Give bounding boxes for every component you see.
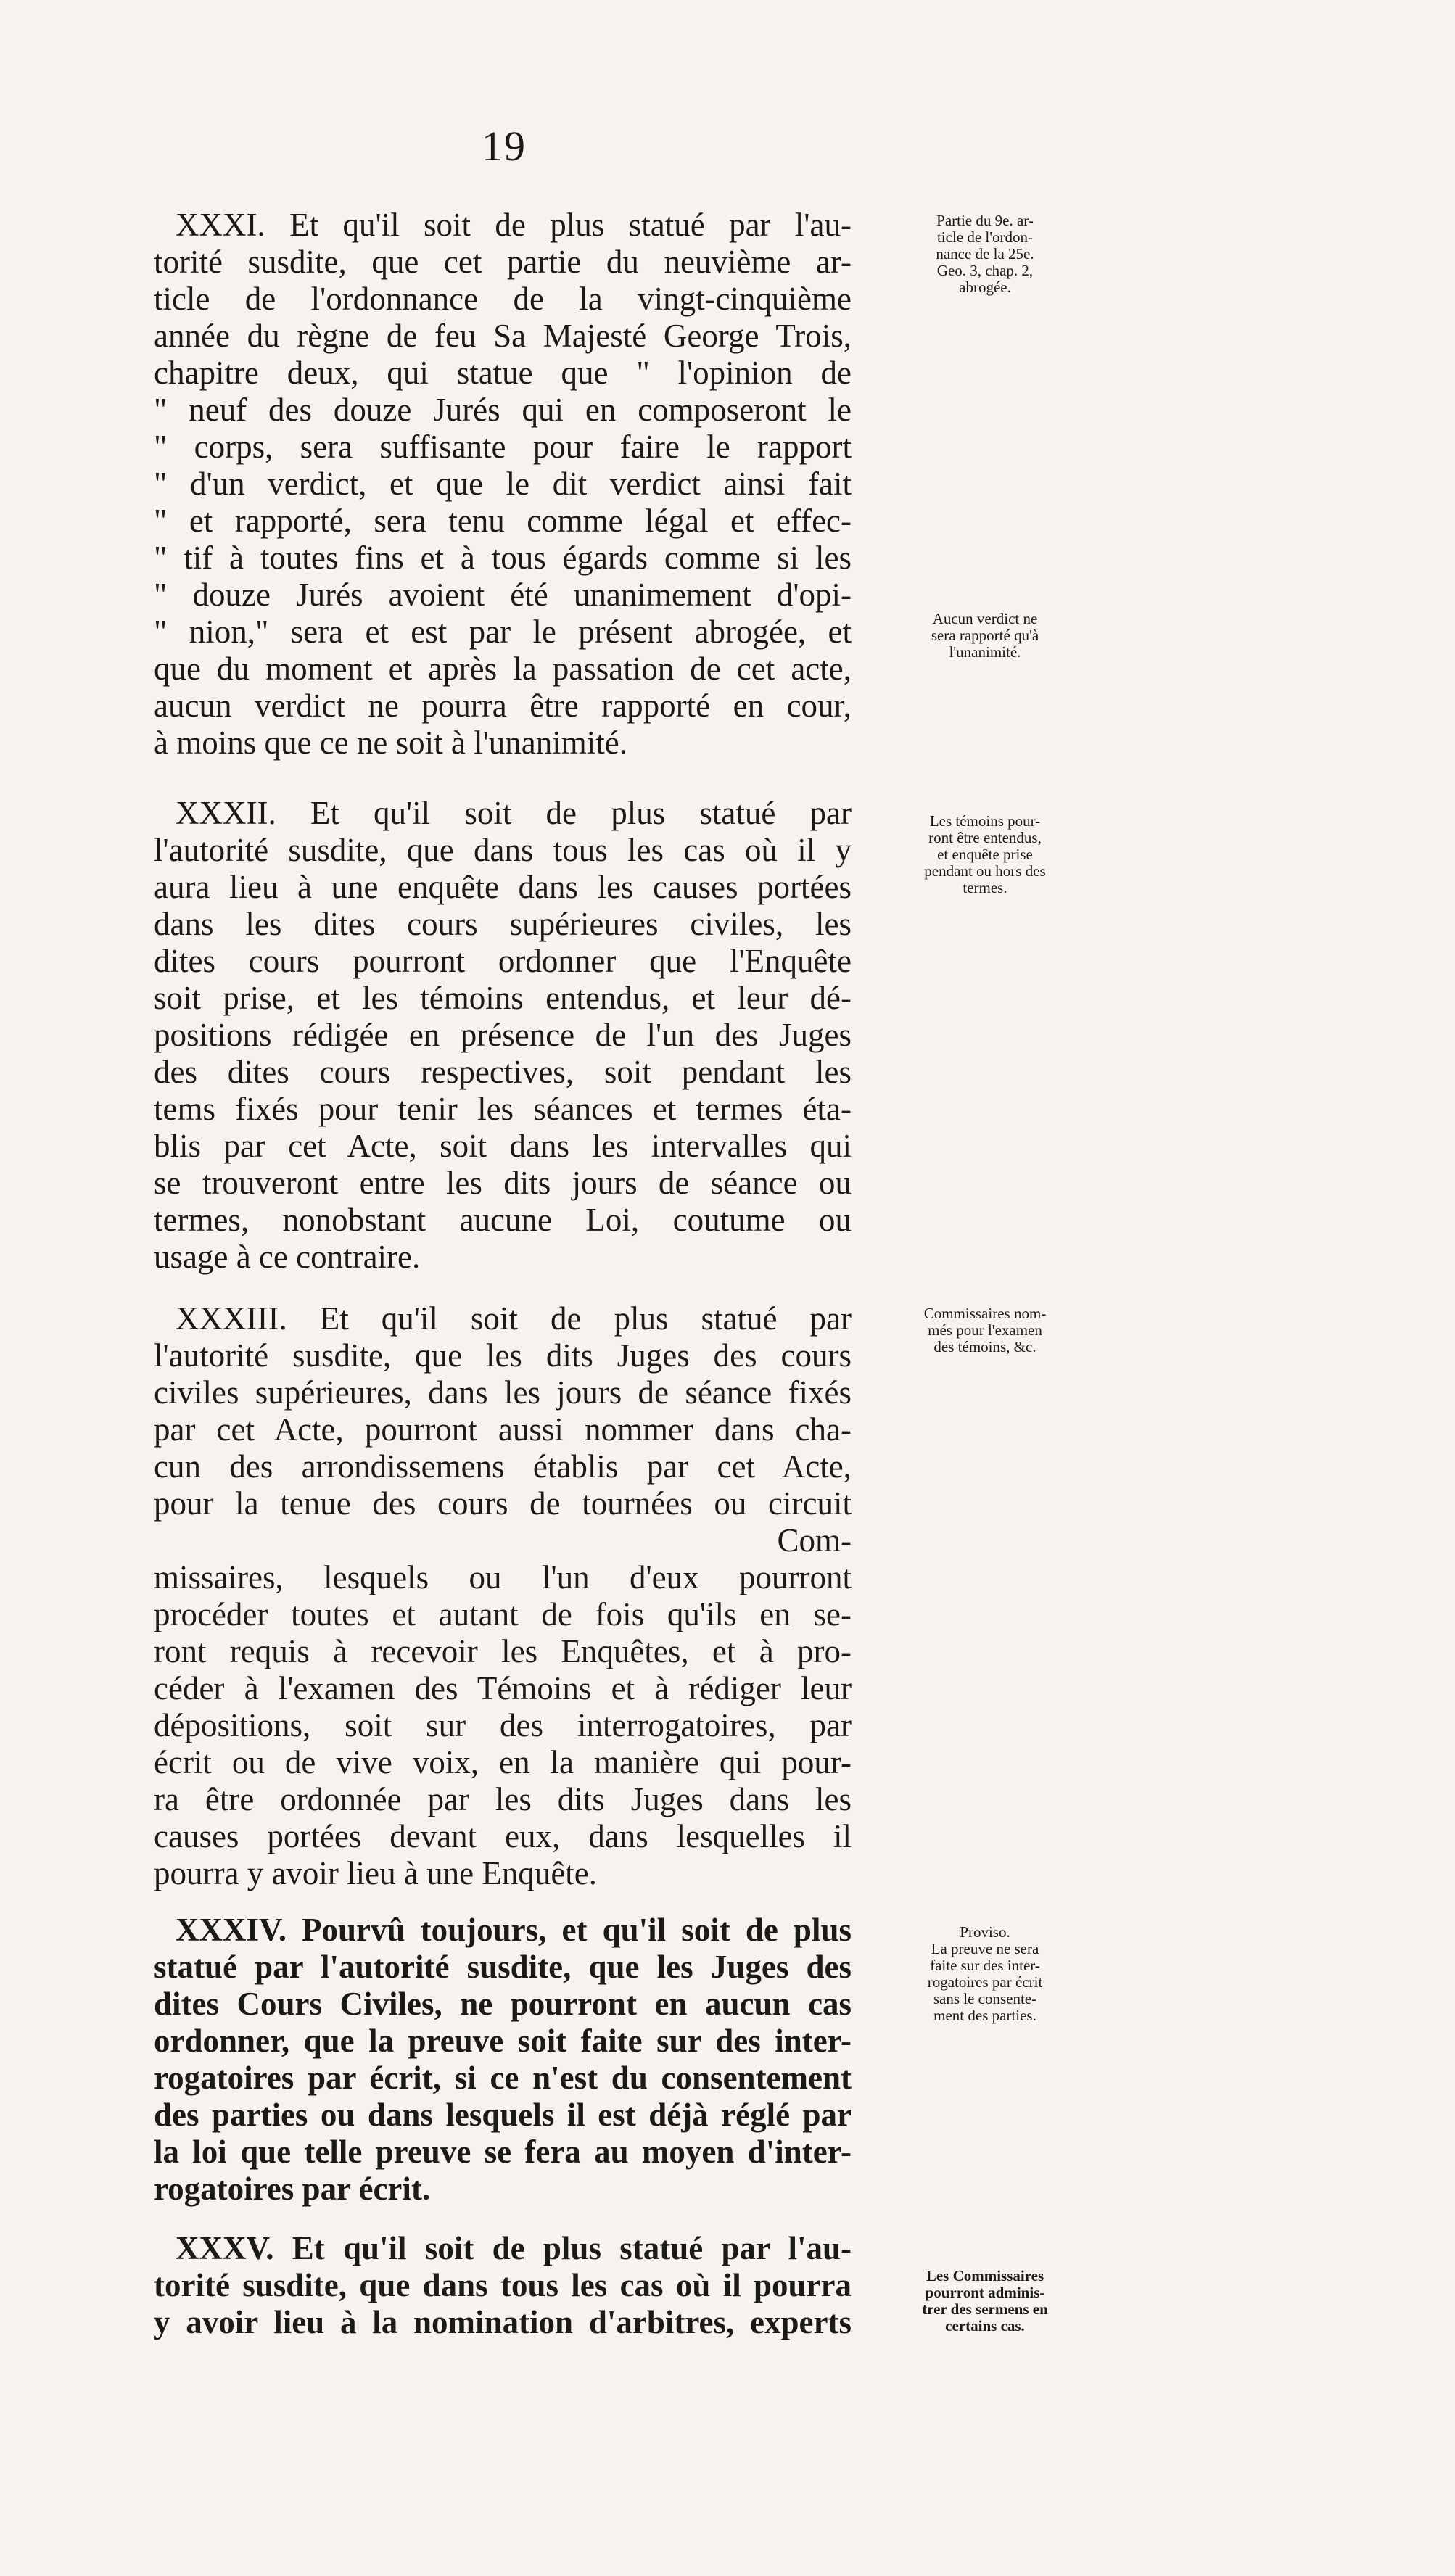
text-line: rogatoires par écrit. xyxy=(154,2171,431,2207)
text-line: torité susdite, que dans tous les cas où il pourra xyxy=(154,2267,852,2303)
margin-note xyxy=(883,212,1087,296)
text-line: l'autorité susdite, que dans tous les cas où il y xyxy=(154,832,852,868)
text-line: procéder toutes et autant de fois qu'ils en se- xyxy=(154,1596,852,1632)
note-line: abrogée. xyxy=(959,278,1011,296)
note-line: Proviso. xyxy=(960,1923,1010,1941)
text-line: ticle de l'ordonnance de la vingt-cinquième xyxy=(154,281,852,317)
text-line: " nion," sera et est par le présent abrogée, et xyxy=(154,614,852,650)
note-line: certains cas. xyxy=(945,2317,1025,2334)
margin-note xyxy=(883,1924,1087,2024)
note-line: ment des parties. xyxy=(933,2007,1036,2024)
note-line: pourront adminis- xyxy=(925,2284,1045,2301)
text-line: " corps, sera suffisante pour faire le rapport xyxy=(154,429,852,465)
text-line: dans les dites cours supérieures civiles, les xyxy=(154,906,852,942)
text-line: XXXIII. Et qu'il soit de plus statué par xyxy=(176,1300,852,1337)
text-line: missaires, lesquels ou l'un d'eux pourront xyxy=(154,1559,852,1595)
text-line: termes, nonobstant aucune Loi, coutume ou xyxy=(154,1202,852,1238)
text-line: ra être ordonnée par les dits Juges dans les xyxy=(154,1781,852,1817)
text-line: des parties ou dans lesquels il est déjà réglé par xyxy=(154,2097,852,2133)
text-line: dépositions, soit sur des interrogatoires, par xyxy=(154,1707,852,1743)
note-line: Geo. 3, chap. 2, xyxy=(936,262,1034,279)
text-line: ront requis à recevoir les Enquêtes, et à pro- xyxy=(154,1633,852,1669)
text-line: " tif à toutes fins et à tous égards comme si les xyxy=(154,540,852,576)
margin-note xyxy=(883,2268,1087,2334)
text-line: blis par cet Acte, soit dans les intervalles qui xyxy=(154,1128,852,1164)
note-line: Partie du 9e. ar- xyxy=(936,212,1034,229)
text-line: rogatoires par écrit, si ce n'est du consentement xyxy=(154,2060,852,2096)
text-line: dites Cours Civiles, ne pourront en aucun cas xyxy=(154,1986,852,2022)
text-line: tems fixés pour tenir les séances et termes éta- xyxy=(154,1091,852,1127)
text-line: aucun verdict ne pourra être rapporté en cour, xyxy=(154,688,852,724)
note-line: ront être entendus, xyxy=(928,829,1042,846)
text-line: pour la tenue des cours de tournées ou circuit xyxy=(154,1485,852,1522)
text-line: XXXIV. Pourvû toujours, et qu'il soit de plus xyxy=(176,1912,852,1948)
note-line: Commissaires nom- xyxy=(923,1305,1047,1322)
section-xxxiii xyxy=(154,1300,852,1892)
margin-note xyxy=(883,1305,1087,1355)
note-line: termes. xyxy=(963,879,1007,896)
note-line: trer des sermens en xyxy=(922,2300,1048,2318)
text-line: l'autorité susdite, que les dits Juges des cours xyxy=(154,1337,852,1374)
margin-note xyxy=(883,611,1087,661)
note-line: Les témoins pour- xyxy=(929,812,1041,830)
note-line: rogatoires par écrit xyxy=(927,1973,1043,1991)
section-xxxii xyxy=(154,795,852,1276)
section-xxxiv xyxy=(154,1912,852,2208)
text-line: année du règne de feu Sa Majesté George Trois, xyxy=(154,318,852,354)
note-line: Les Commissaires xyxy=(926,2267,1044,2284)
text-line: Com- xyxy=(777,1522,852,1559)
text-line: chapitre deux, qui statue que " l'opinion de xyxy=(154,355,852,391)
text-line: y avoir lieu à la nomination d'arbitres, experts xyxy=(154,2304,852,2340)
text-line: à moins que ce ne soit à l'unanimité. xyxy=(154,724,627,761)
section-xxxi xyxy=(154,207,852,761)
text-line: que du moment et après la passation de cet acte, xyxy=(154,651,852,687)
note-line: Aucun verdict ne xyxy=(932,610,1038,627)
note-line: La preuve ne sera xyxy=(931,1940,1039,1957)
note-line: des témoins, &c. xyxy=(933,1338,1036,1355)
text-line: " et rapporté, sera tenu comme légal et effec- xyxy=(154,503,852,539)
text-line: par cet Acte, pourront aussi nommer dans cha- xyxy=(154,1411,852,1448)
text-line: XXXII. Et qu'il soit de plus statué par xyxy=(176,795,852,831)
text-line: dites cours pourront ordonner que l'Enquête xyxy=(154,943,852,979)
text-line: soit prise, et les témoins entendus, et leur dé- xyxy=(154,980,852,1016)
note-line: et enquête prise xyxy=(937,846,1033,863)
text-line: causes portées devant eux, dans lesquelles il xyxy=(154,1818,852,1854)
margin-note xyxy=(883,813,1087,896)
note-line: faite sur des inter- xyxy=(930,1957,1040,1974)
section-xxxv xyxy=(154,2230,852,2341)
text-line: pourra y avoir lieu à une Enquête. xyxy=(154,1855,598,1891)
text-line: torité susdite, que cet partie du neuvième ar- xyxy=(154,244,852,280)
note-line: sans le consente- xyxy=(933,1990,1037,2007)
text-line: des dites cours respectives, soit pendant les xyxy=(154,1054,852,1090)
text-line: " douze Jurés avoient été unanimement d'opi- xyxy=(154,577,852,613)
text-line: usage à ce contraire. xyxy=(154,1239,421,1275)
text-line: positions rédigée en présence de l'un des Juges xyxy=(154,1017,852,1053)
text-line: écrit ou de vive voix, en la manière qui pour- xyxy=(154,1744,852,1780)
text-line: cun des arrondissemens établis par cet Acte, xyxy=(154,1448,852,1485)
text-line: se trouveront entre les dits jours de séance ou xyxy=(154,1165,852,1201)
note-line: més pour l'examen xyxy=(928,1321,1042,1339)
text-line: XXXI. Et qu'il soit de plus statué par l'au- xyxy=(176,207,852,243)
text-line: ordonner, que la preuve soit faite sur des inter- xyxy=(154,2023,852,2059)
text-line: céder à l'examen des Témoins et à rédiger leur xyxy=(154,1670,852,1706)
note-line: sera rapporté qu'à xyxy=(931,627,1039,644)
text-line: " d'un verdict, et que le dit verdict ainsi fait xyxy=(154,466,852,502)
note-line: l'unanimité. xyxy=(949,643,1021,661)
note-line: pendant ou hors des xyxy=(924,862,1046,880)
text-line: " neuf des douze Jurés qui en composeront le xyxy=(154,392,852,428)
text-line: statué par l'autorité susdite, que les Juges des xyxy=(154,1949,852,1985)
text-line: la loi que telle preuve se fera au moyen d'inter- xyxy=(154,2134,852,2170)
text-line: aura lieu à une enquête dans les causes portées xyxy=(154,869,852,905)
note-line: nance de la 25e. xyxy=(936,245,1034,263)
text-line: civiles supérieures, dans les jours de séance fixés xyxy=(154,1374,852,1411)
note-line: ticle de l'ordon- xyxy=(936,228,1034,246)
text-line: XXXV. Et qu'il soit de plus statué par l'au- xyxy=(176,2230,852,2266)
page-number: 19 xyxy=(482,123,527,170)
